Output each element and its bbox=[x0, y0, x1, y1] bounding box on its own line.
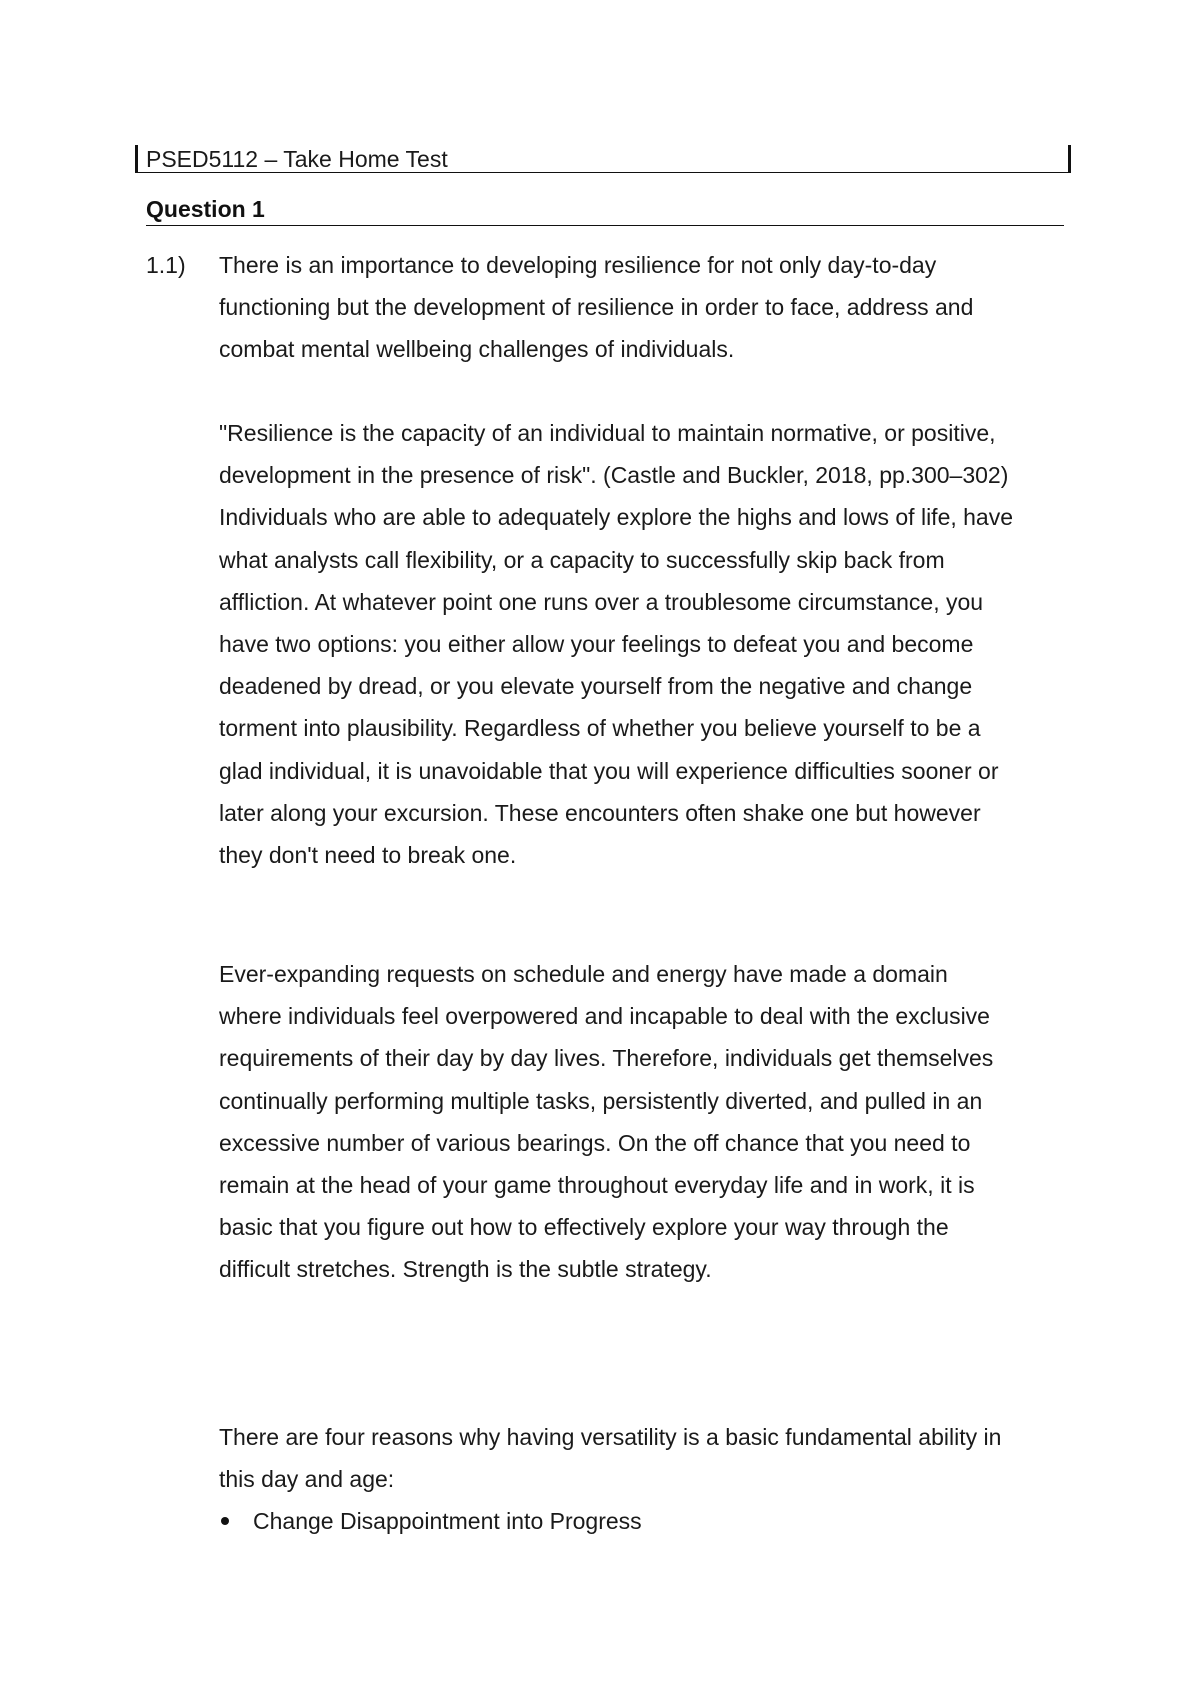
paragraph-2 bbox=[219, 412, 1069, 876]
paragraph-line: what analysts call flexibility, or a capacity to successfully skip back from bbox=[219, 546, 945, 573]
paragraph-line: deadened by dread, or you elevate yourself from the negative and change bbox=[219, 673, 973, 700]
paragraph-line: affliction. At whatever point one runs over a troublesome circumstance, you bbox=[219, 588, 984, 615]
header-title: PSED5112 – Take Home Test bbox=[146, 146, 448, 172]
paragraph-3 bbox=[219, 953, 1069, 1291]
paragraph-line: remain at the head of your game throughout everyday life and in work, it is bbox=[219, 1172, 975, 1199]
document-header bbox=[135, 145, 1071, 173]
paragraph-line: difficult stretches. Strength is the subtle strategy. bbox=[219, 1256, 712, 1283]
paragraph-line: Ever-expanding requests on schedule and energy have made a domain bbox=[219, 961, 948, 987]
paragraph-4 bbox=[219, 1416, 1069, 1500]
bullet-text: Change Disappointment into Progress bbox=[253, 1508, 642, 1534]
paragraph-line: where individuals feel overpowered and incapable to deal with the exclusive bbox=[219, 1003, 990, 1030]
paragraph-line: There are four reasons why having versatility is a basic fundamental ability in bbox=[219, 1424, 1002, 1450]
paragraph-1 bbox=[219, 244, 1069, 371]
paragraph-line: later along your excursion. These encounters often shake one but however bbox=[219, 799, 981, 826]
paragraph-line: Individuals who are able to adequately explore the highs and lows of life, have bbox=[219, 504, 1014, 531]
question-heading-text: Question 1 bbox=[146, 196, 265, 222]
paragraph-line: they don't need to break one. bbox=[219, 842, 517, 869]
paragraph-line: excessive number of various bearings. On the off chance that you need to bbox=[219, 1129, 971, 1156]
paragraph-line: functioning but the development of resilience in order to face, address and bbox=[219, 294, 974, 321]
bullet-icon bbox=[221, 1517, 229, 1525]
bullet-list-item bbox=[219, 1500, 642, 1542]
paragraph-line: glad individual, it is unavoidable that you will experience difficulties sooner or bbox=[219, 757, 999, 784]
question-heading bbox=[146, 194, 1064, 226]
paragraph-line: combat mental wellbeing challenges of individuals. bbox=[219, 336, 735, 363]
paragraph-line: "Resilience is the capacity of an individual to maintain normative, or positive, bbox=[219, 420, 996, 446]
paragraph-line: There is an importance to developing resilience for not only day-to-day bbox=[219, 252, 937, 278]
paragraph-line: this day and age: bbox=[219, 1466, 395, 1493]
paragraph-line: basic that you figure out how to effectively explore your way through the bbox=[219, 1214, 949, 1241]
paragraph-line: development in the presence of risk". (Castle and Buckler, 2018, pp.300–302) bbox=[219, 462, 1009, 489]
paragraph-line: torment into plausibility. Regardless of whether you believe yourself to be a bbox=[219, 715, 981, 742]
paragraph-line: continually performing multiple tasks, persistently diverted, and pulled in an bbox=[219, 1087, 983, 1114]
paragraph-line: have two options: you either allow your feelings to defeat you and become bbox=[219, 631, 974, 658]
section-number: 1.1) bbox=[146, 252, 186, 278]
paragraph-line: requirements of their day by day lives. Therefore, individuals get themselves bbox=[219, 1045, 994, 1072]
